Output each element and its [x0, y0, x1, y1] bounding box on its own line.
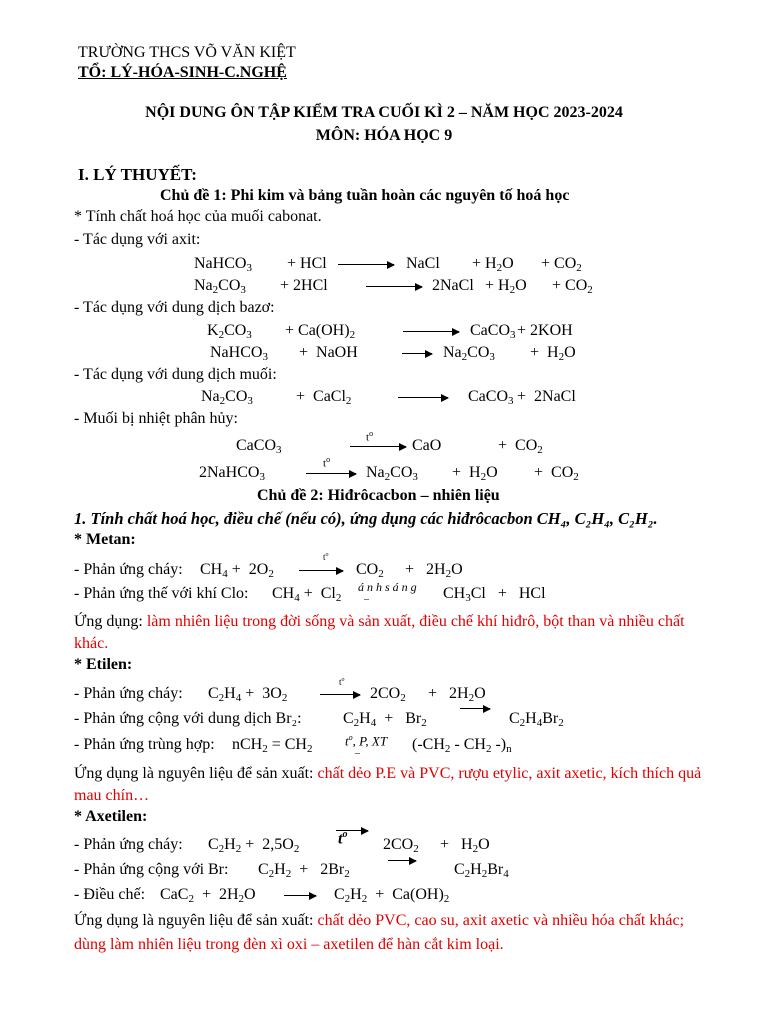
base-label: - Tác dụng với dung dịch bazơ:	[74, 299, 275, 316]
methane-heading: * Metan:	[74, 531, 136, 548]
salt-label: - Tác dụng với dung dịch muối:	[74, 366, 277, 383]
group-name: TỔ: LÝ-HÓA-SINH-C.NGHỆ	[78, 64, 287, 81]
section-theory: I. LÝ THUYẾT:	[78, 165, 197, 184]
school-name: TRƯỜNG THCS VÕ VĂN KIỆT	[78, 44, 296, 61]
acetylene-application: Ứng dụng là nguyên liệu để sản xuất: chất dẻo PVC, cao su, axit axetic và nhiều hóa chất khác; dùng làm nhiên liệu trong đèn xì oxi – axetilen để hàn cắt kim loại.	[74, 912, 685, 953]
topic-1-heading: Chủ đề 1: Phi kim và bảng tuần hoàn các nguyên tố hoá học	[160, 187, 570, 204]
hydrocarbon-subheading: 1. Tính chất hoá học, điều chế (nếu có), ứng dụng các hiđrôcacbon CH₄, C₂H₄, C₂H₂.	[74, 509, 658, 528]
subject-title: MÔN: HÓA HỌC 9	[315, 127, 453, 144]
acid-label: - Tác dụng với axit:	[74, 231, 201, 248]
document-title: NỘI DUNG ÔN TẬP KIỂM TRA CUỐI KÌ 2 – NĂM HỌC 2023-2024	[145, 104, 623, 121]
carbonate-props-heading: * Tính chất hoá học của muối cabonat.	[74, 208, 322, 225]
acetylene-heading: * Axetilen:	[74, 808, 148, 825]
topic-2-heading: Chủ đề 2: Hiđrôcacbon – nhiên liệu	[257, 487, 500, 504]
methane-application: Ứng dụng: làm nhiên liệu trong đời sống và sản xuất, điều chế khí hiđrô, bột than và nhiều chất khác.	[74, 613, 685, 652]
ethylene-heading: * Etilen:	[74, 656, 133, 673]
ethylene-application: Ứng dụng là nguyên liệu để sản xuất: chất dẻo P.E và PVC, rượu etylic, axit axetic, kích thích quả mau chín…	[74, 765, 702, 804]
heat-label: - Muối bị nhiệt phân hủy:	[74, 410, 238, 427]
